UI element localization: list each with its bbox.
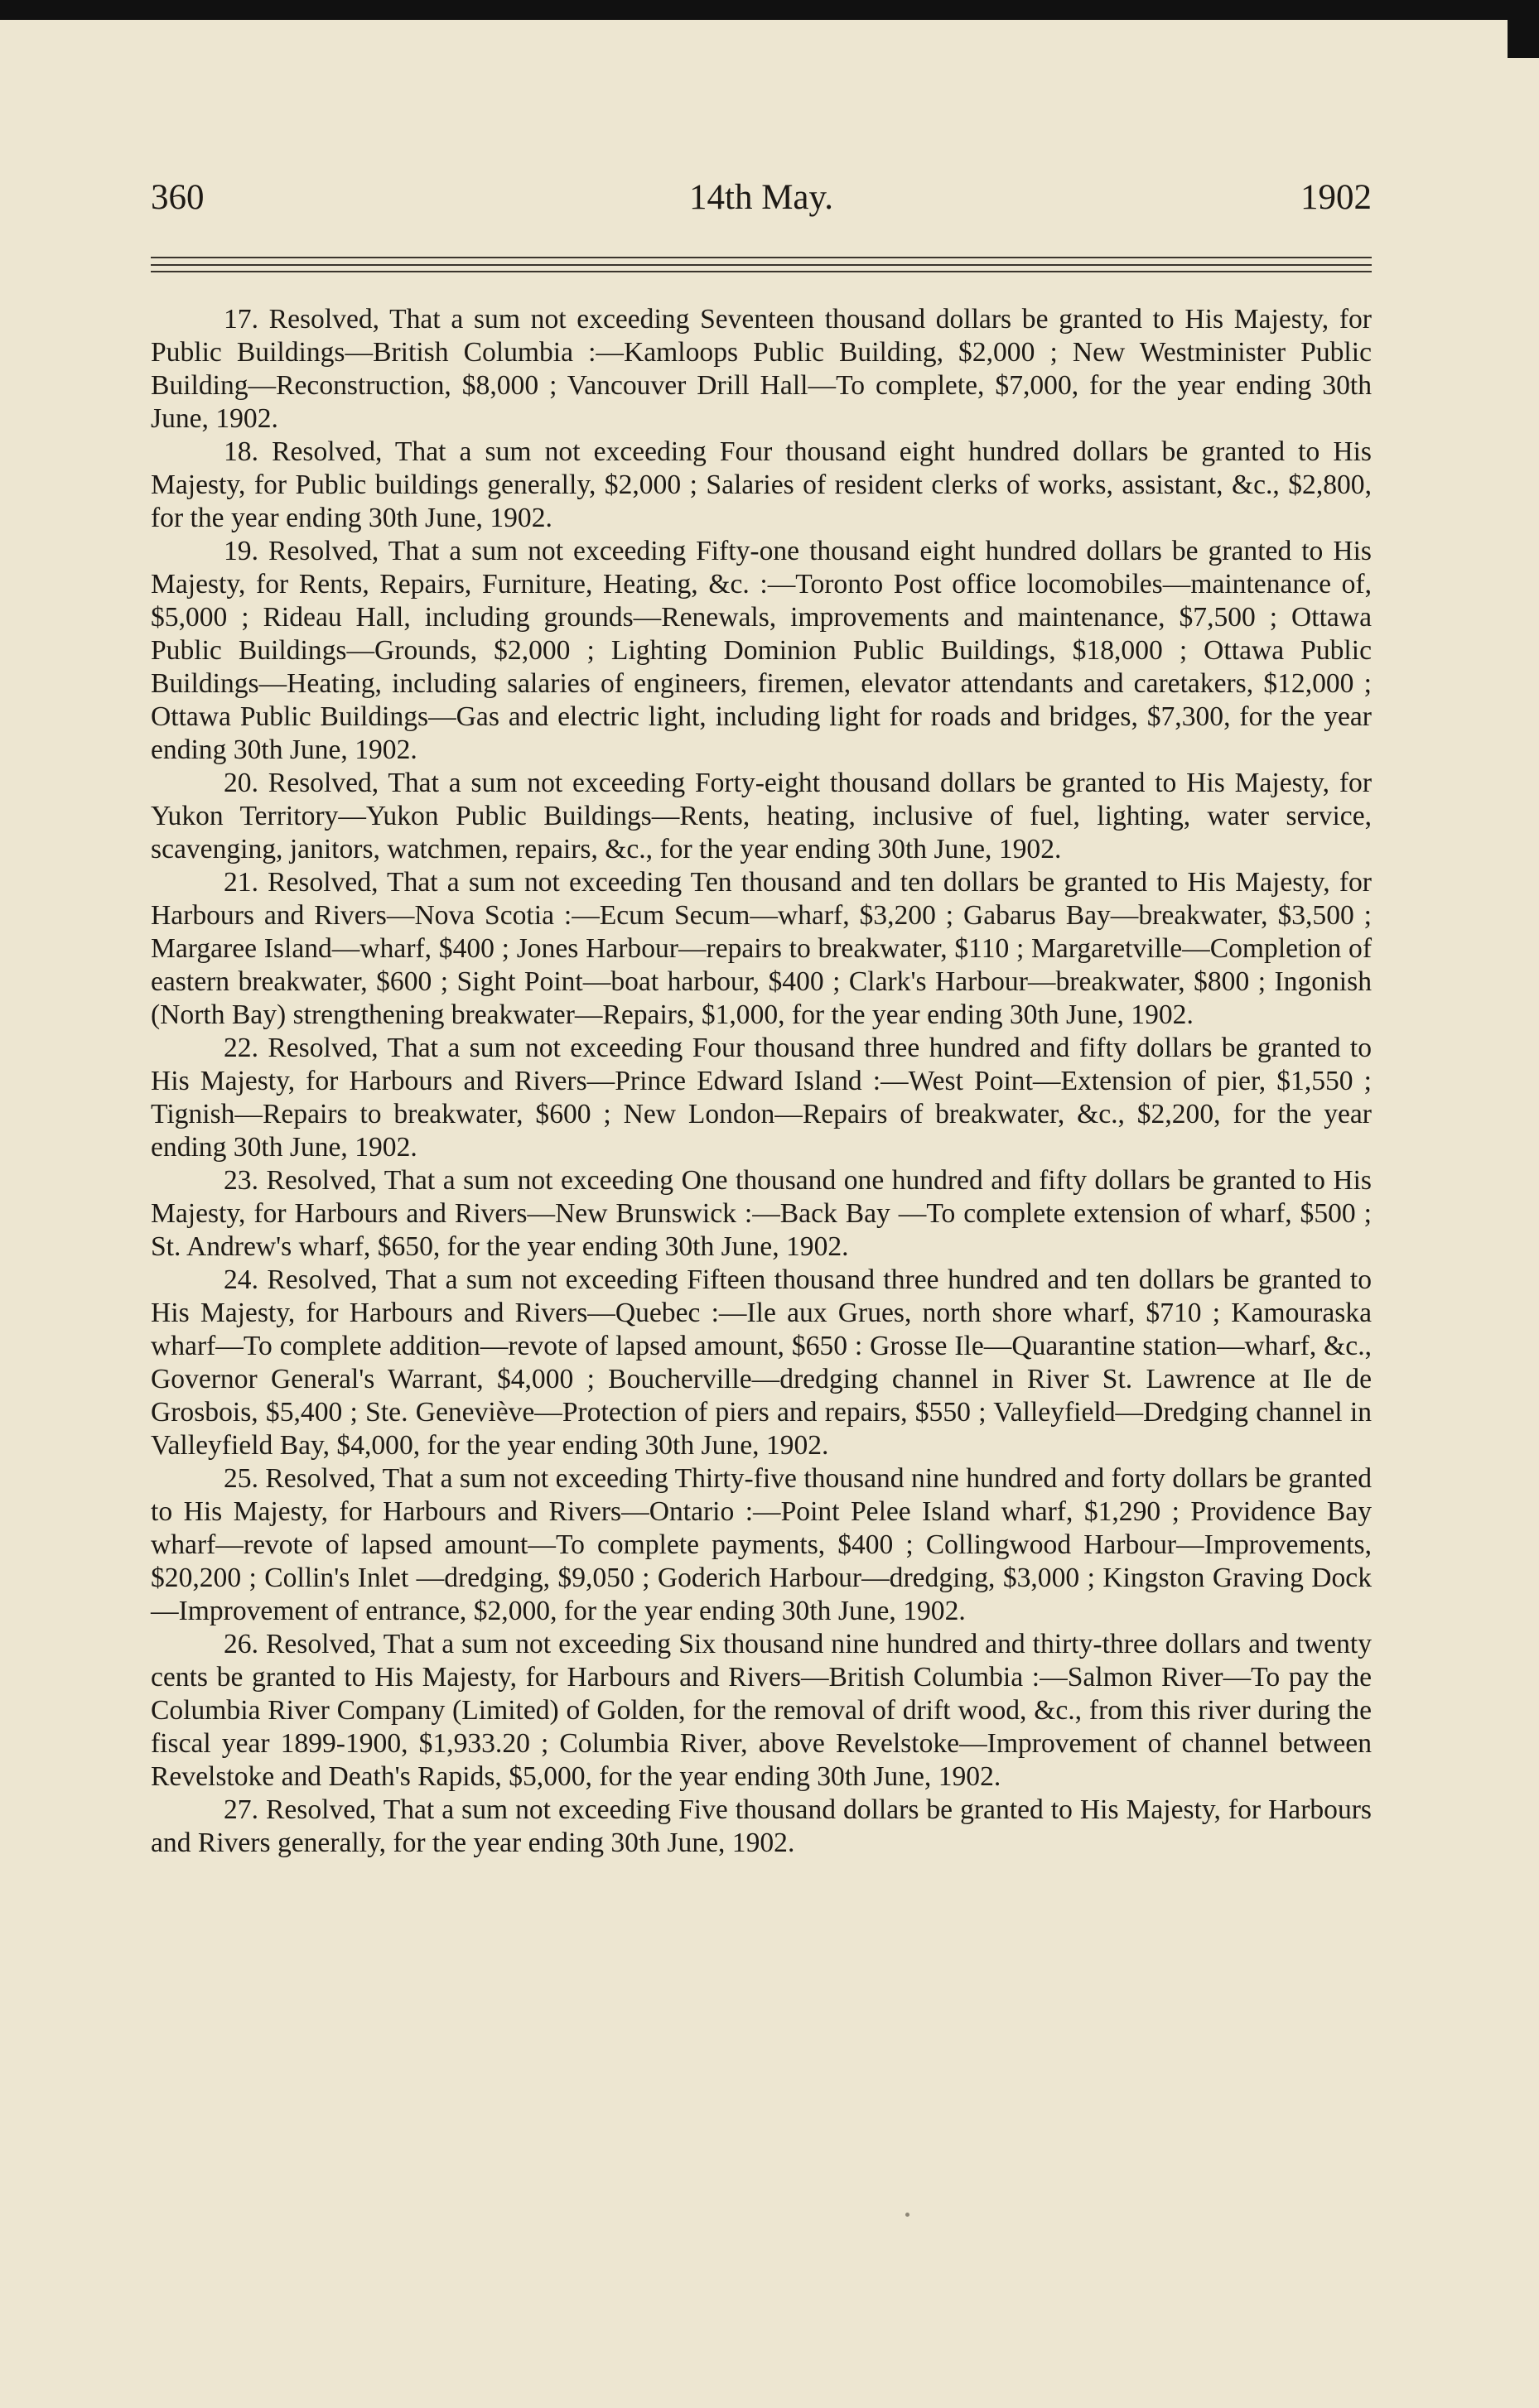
- resolutions-body: [151, 303, 1372, 1860]
- resolution-20: 20. Resolved, That a sum not exceeding Forty-eight thousand dollars be granted to His Majesty, for Yukon Territory—Yukon Public Buildings—Rents, heating, inclusive of fuel, lighting, water service, scavenging, janitors, watchmen, repairs, &c., for the year ending 30th June, 1902.: [151, 768, 1372, 864]
- header-year: 1902: [1300, 178, 1372, 217]
- resolution-17: 17. Resolved, That a sum not exceeding Seventeen thousand dollars be granted to His Majesty, for Public Buildings—British Columbia :—Kamloops Public Building, $2,000 ; New Westminister Public Building—Reconstruction, $8,000 ; Vancouver Drill Hall—To complete, $7,000, for the year ending 30th June, 1902.: [151, 304, 1372, 434]
- header-rule: [151, 271, 1372, 272]
- resolution-23: 23. Resolved, That a sum not exceeding One thousand one hundred and fifty dollars be granted to His Majesty, for Harbours and Rivers—New Brunswick :—Back Bay —To complete extension of wharf, $500 ; St. Andrew's wharf, $650, for the year ending 30th June, 1902.: [151, 1165, 1372, 1262]
- header-rule: [151, 257, 1372, 258]
- resolution-24: 24. Resolved, That a sum not exceeding Fifteen thousand three hundred and ten dollars be granted to His Majesty, for Harbours and Rivers—Quebec :—Ile aux Grues, north shore wharf, $710 ; Kamouraska wharf—To complete addition—revote of lapsed amount, $650 : Grosse Ile—Quarantine station—wharf, &c., Governor General's Warrant, $4,000 ; Boucherville—dredging channel in River St. Lawrence at Ile de Grosbois, $5,400 ; Ste. Geneviève—Protection of piers and repairs, $550 ; Valleyfield—Dredging channel in Valleyfield Bay, $4,000, for the year ending 30th June, 1902.: [151, 1264, 1372, 1461]
- resolution-21: 21. Resolved, That a sum not exceeding Ten thousand and ten dollars be granted to His Majesty, for Harbours and Rivers—Nova Scotia :—Ecum Secum—wharf, $3,200 ; Gabarus Bay—breakwater, $3,500 ; Margaree Island—wharf, $400 ; Jones Harbour—repairs to breakwater, $110 ; Margaretville—Completion of eastern breakwater, $600 ; Sight Point—boat harbour, $400 ; Clark's Harbour—breakwater, $800 ; Ingonish (North Bay) strengthening breakwater—Repairs, $1,000, for the year ending 30th June, 1902.: [151, 867, 1372, 1030]
- running-header: [151, 177, 1372, 227]
- resolution-22: 22. Resolved, That a sum not exceeding Four thousand three hundred and fifty dollars be granted to His Majesty, for Harbours and Rivers—Prince Edward Island :—West Point—Extension of pier, $1,550 ; Tignish—Repairs to breakwater, $600 ; New London—Repairs of breakwater, &c., $2,200, for the year ending 30th June, 1902.: [151, 1033, 1372, 1163]
- paper-speck: [905, 2213, 909, 2217]
- resolution-25: 25. Resolved, That a sum not exceeding Thirty-five thousand nine hundred and forty dollars be granted to His Majesty, for Harbours and Rivers—Ontario :—Point Pelee Island wharf, $1,290 ; Providence Bay wharf—revote of lapsed amount—To complete payments, $400 ; Collingwood Harbour—Improvements, $20,200 ; Collin's Inlet —dredging, $9,050 ; Goderich Harbour—dredging, $3,000 ; Kingston Graving Dock—Improvement of entrance, $2,000, for the year ending 30th June, 1902.: [151, 1463, 1372, 1626]
- scan-border-top: [0, 0, 1539, 20]
- resolution-19: 19. Resolved, That a sum not exceeding Fifty-one thousand eight hundred dollars be granted to His Majesty, for Rents, Repairs, Furniture, Heating, &c. :—Toronto Post office locomobiles—maintenance of, $5,000 ; Rideau Hall, including grounds—Renewals, improvements and maintenance, $7,500 ; Ottawa Public Buildings—Grounds, $2,000 ; Lighting Dominion Public Buildings, $18,000 ; Ottawa Public Buildings—Heating, including salaries of engineers, firemen, elevator attendants and caretakers, $12,000 ; Ottawa Public Buildings—Gas and electric light, including light for roads and bridges, $7,300, for the year ending 30th June, 1902.: [151, 536, 1372, 765]
- resolution-27: 27. Resolved, That a sum not exceeding Five thousand dollars be granted to His Majesty, for Harbours and Rivers generally, for the year ending 30th June, 1902.: [151, 1794, 1372, 1858]
- page-number: 360: [151, 178, 205, 217]
- scan-border-corner: [1508, 0, 1539, 58]
- resolution-18: 18. Resolved, That a sum not exceeding Four thousand eight hundred dollars be granted to His Majesty, for Public buildings generally, $2,000 ; Salaries of resident clerks of works, assistant, &c., $2,800, for the year ending 30th June, 1902.: [151, 436, 1372, 533]
- header-date: 14th May.: [689, 178, 833, 217]
- resolution-26: 26. Resolved, That a sum not exceeding Six thousand nine hundred and thirty-three dollars and twenty cents be granted to His Majesty, for Harbours and Rivers—British Columbia :—Salmon River—To pay the Columbia River Company (Limited) of Golden, for the removal of drift wood, &c., from this river during the fiscal year 1899-1900, $1,933.20 ; Columbia River, above Revelstoke—Improvement of channel between Revelstoke and Death's Rapids, $5,000, for the year ending 30th June, 1902.: [151, 1629, 1372, 1792]
- header-rule: [151, 264, 1372, 266]
